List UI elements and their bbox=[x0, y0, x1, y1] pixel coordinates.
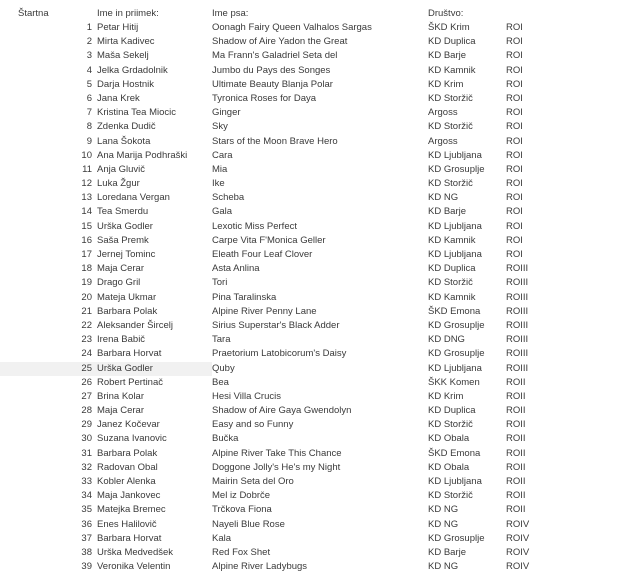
club-name: KD NG bbox=[428, 518, 459, 530]
club-name: KD Kamnik bbox=[428, 291, 476, 303]
table-row bbox=[0, 49, 620, 63]
start-number: 36 bbox=[81, 518, 92, 530]
club-name: KD Ljubljana bbox=[428, 220, 482, 232]
dog-name: Tori bbox=[212, 277, 228, 289]
table-row bbox=[0, 418, 620, 432]
club-name: KD Kamnik bbox=[428, 234, 476, 246]
table-row bbox=[0, 333, 620, 347]
class-label: ROIV bbox=[506, 561, 530, 573]
class-label: ROII bbox=[506, 447, 526, 459]
class-label: ROI bbox=[506, 163, 523, 175]
club-name: KD Duplica bbox=[428, 405, 476, 417]
handler-name: Urška Medvedšek bbox=[97, 546, 174, 558]
class-label: ROI bbox=[506, 22, 523, 33]
class-label: ROII bbox=[506, 476, 526, 487]
start-number: 22 bbox=[81, 319, 92, 331]
start-number: 10 bbox=[81, 149, 92, 161]
class-label: ROI bbox=[506, 36, 523, 48]
start-number: 35 bbox=[81, 504, 92, 516]
table-row bbox=[0, 276, 620, 290]
start-number: 25 bbox=[0, 362, 92, 376]
table-row bbox=[0, 21, 620, 35]
dog-name: Jumbo du Pays des Songes bbox=[212, 64, 331, 76]
club-name: KD Storžič bbox=[428, 92, 473, 104]
table-row bbox=[0, 503, 620, 517]
table-row bbox=[0, 106, 620, 120]
start-number: 38 bbox=[81, 546, 92, 558]
dog-name: Mairin Seta del Oro bbox=[212, 476, 294, 487]
table-row bbox=[0, 64, 620, 78]
start-number: 29 bbox=[81, 419, 92, 431]
handler-name: Enes Halilovič bbox=[97, 518, 157, 530]
dog-name: Tara bbox=[212, 334, 231, 346]
club-name: KD Duplica bbox=[428, 36, 476, 48]
start-number: 4 bbox=[86, 64, 92, 76]
start-number: 30 bbox=[81, 433, 92, 445]
start-number: 28 bbox=[81, 405, 92, 417]
class-label: ROIII bbox=[506, 348, 529, 360]
table-row bbox=[0, 177, 620, 191]
start-number: 9 bbox=[86, 135, 92, 147]
dog-name: Carpe Vita F'Monica Geller bbox=[212, 234, 326, 246]
dog-name: Kala bbox=[212, 532, 232, 544]
table-row bbox=[0, 78, 620, 92]
club-name: KD NG bbox=[428, 561, 459, 573]
dog-name: Gala bbox=[212, 206, 233, 218]
class-label: ROI bbox=[506, 234, 523, 246]
club-name: KD Ljubljana bbox=[428, 149, 482, 161]
start-number: 21 bbox=[81, 305, 92, 317]
handler-name: Tea Smerdu bbox=[97, 206, 149, 218]
handler-name: Brina Kolar bbox=[97, 390, 144, 402]
start-number: 32 bbox=[81, 461, 92, 473]
dog-name: Lexotic Miss Perfect bbox=[212, 220, 297, 232]
handler-name: Kobler Alenka bbox=[97, 476, 156, 487]
dog-name: Oonagh Fairy Queen Valhalos Sargas bbox=[212, 22, 372, 33]
start-number: 39 bbox=[81, 561, 92, 573]
dog-name: Alpine River Take This Chance bbox=[212, 447, 342, 459]
start-number: 14 bbox=[81, 206, 92, 218]
table-row bbox=[0, 489, 620, 503]
class-label: ROII bbox=[506, 390, 526, 402]
dog-name: Cara bbox=[212, 149, 233, 161]
club-name: ŠKK Komen bbox=[428, 376, 480, 388]
club-name: KD Obala bbox=[428, 461, 470, 473]
dog-name: Ike bbox=[212, 178, 225, 190]
club-name: Argoss bbox=[428, 107, 458, 119]
start-number: 24 bbox=[81, 348, 92, 360]
class-label: ROII bbox=[506, 419, 526, 431]
table-row bbox=[0, 362, 620, 376]
class-label: ROI bbox=[506, 50, 523, 62]
handler-name: Drago Gril bbox=[97, 277, 141, 289]
club-name: KD Barje bbox=[428, 50, 467, 62]
class-label: ROI bbox=[506, 206, 523, 218]
club-name: KD Krim bbox=[428, 390, 464, 402]
handler-name: Petar Hitij bbox=[97, 22, 139, 33]
class-label: ROIII bbox=[506, 362, 529, 374]
handler-name: Maja Cerar bbox=[97, 405, 144, 417]
dog-name: Doggone Jolly's He's my Night bbox=[212, 461, 341, 473]
dog-name: Tyronica Roses for Daya bbox=[212, 92, 317, 104]
handler-name: Matejka Bremec bbox=[97, 504, 166, 516]
dog-name: Shadow of Aire Gaya Gwendolyn bbox=[212, 405, 352, 417]
dog-name: Shadow of Aire Yadon the Great bbox=[212, 36, 348, 48]
club-name: KD Obala bbox=[428, 433, 470, 445]
handler-name: Luka Žgur bbox=[97, 178, 140, 190]
table-row bbox=[0, 404, 620, 418]
table-row bbox=[0, 475, 620, 489]
table-row bbox=[0, 163, 620, 177]
handler-name: Zdenka Dudič bbox=[97, 121, 156, 133]
start-number: 23 bbox=[81, 334, 92, 346]
start-number: 20 bbox=[81, 291, 92, 303]
dog-name: Ultimate Beauty Blanja Polar bbox=[212, 78, 333, 90]
start-number: 7 bbox=[86, 107, 92, 119]
start-number: 31 bbox=[81, 447, 92, 459]
handler-name: Radovan Obal bbox=[97, 461, 158, 473]
table-row bbox=[0, 248, 620, 262]
table-row bbox=[0, 532, 620, 546]
class-label: ROII bbox=[506, 376, 526, 388]
start-number: 33 bbox=[81, 476, 92, 487]
handler-name: Irena Babič bbox=[97, 334, 146, 346]
club-name: KD Storžič bbox=[428, 419, 473, 431]
club-name: ŠKD Emona bbox=[428, 447, 481, 459]
handler-name: Suzana Ivanovic bbox=[97, 433, 167, 445]
club-name: KD Storžič bbox=[428, 121, 473, 133]
handler-name: Jana Krek bbox=[97, 92, 140, 104]
table-row bbox=[0, 220, 620, 234]
table-row bbox=[0, 205, 620, 219]
table-row bbox=[0, 347, 620, 361]
dog-name: Scheba bbox=[212, 192, 245, 204]
dog-name: Stars of the Moon Brave Hero bbox=[212, 135, 338, 147]
dog-name: Praetorium Latobicorum's Daisy bbox=[212, 348, 347, 360]
start-number: 16 bbox=[81, 234, 92, 246]
club-name: KD NG bbox=[428, 504, 459, 516]
class-label: ROIII bbox=[506, 263, 529, 275]
start-number: 13 bbox=[81, 192, 92, 204]
dog-name: Ma Frann's Galadriel Seta del bbox=[212, 50, 338, 62]
club-name: ŠKD Krim bbox=[428, 22, 470, 33]
handler-name: Mateja Ukmar bbox=[97, 291, 157, 303]
handler-name: Janez Kočevar bbox=[97, 419, 160, 431]
class-label: ROIII bbox=[506, 291, 529, 303]
class-label: ROIV bbox=[506, 518, 530, 530]
start-number: 34 bbox=[81, 490, 92, 502]
start-number: 17 bbox=[81, 249, 92, 260]
class-label: ROI bbox=[506, 107, 523, 119]
dog-name: Nayeli Blue Rose bbox=[212, 518, 285, 530]
table-row bbox=[0, 262, 620, 276]
table-row bbox=[0, 461, 620, 475]
start-number: 5 bbox=[86, 78, 92, 90]
club-name: KD Ljubljana bbox=[428, 249, 482, 260]
club-name: KD DNG bbox=[428, 334, 465, 346]
class-label: ROI bbox=[506, 78, 523, 90]
class-label: ROIV bbox=[506, 546, 530, 558]
dog-name: Sirius Superstar's Black Adder bbox=[212, 319, 340, 331]
table-row bbox=[0, 447, 620, 461]
dog-name: Quby bbox=[212, 362, 235, 374]
handler-name: Maša Sekelj bbox=[97, 50, 149, 62]
start-number: 6 bbox=[86, 92, 92, 104]
start-number: 12 bbox=[81, 178, 92, 190]
club-name: KD Storžič bbox=[428, 490, 473, 502]
table-row bbox=[0, 135, 620, 149]
table-row bbox=[0, 35, 620, 49]
class-label: ROI bbox=[506, 121, 523, 133]
class-label: ROI bbox=[506, 135, 523, 147]
club-name: Argoss bbox=[428, 135, 458, 147]
dog-name: Eleath Four Leaf Clover bbox=[212, 249, 313, 260]
start-number: 15 bbox=[81, 220, 92, 232]
handler-name: Darja Hostnik bbox=[97, 78, 155, 90]
table-row bbox=[0, 149, 620, 163]
club-name: KD Storžič bbox=[428, 178, 473, 190]
handler-name: Saša Premk bbox=[97, 234, 149, 246]
club-name: KD Ljubljana bbox=[428, 476, 482, 487]
club-name: KD Ljubljana bbox=[428, 362, 482, 374]
start-number: 1 bbox=[86, 22, 92, 33]
dog-name: Mel iz Dobrče bbox=[212, 490, 271, 502]
handler-name: Lana Šokota bbox=[97, 135, 151, 147]
handler-name: Barbara Horvat bbox=[97, 532, 162, 544]
dog-name: Mia bbox=[212, 163, 228, 175]
table-row bbox=[0, 120, 620, 134]
table-row bbox=[0, 376, 620, 390]
handler-name: Kristina Tea Miocic bbox=[97, 107, 177, 119]
dog-name: Bučka bbox=[212, 433, 239, 445]
club-name: KD Grosuplje bbox=[428, 163, 485, 175]
handler-name: Jernej Tominc bbox=[97, 249, 156, 260]
class-label: ROI bbox=[506, 92, 523, 104]
class-label: ROIII bbox=[506, 334, 529, 346]
class-label: ROI bbox=[506, 149, 523, 161]
handler-name: Loredana Vergan bbox=[97, 192, 170, 204]
handler-name: Jelka Grdadolnik bbox=[97, 64, 168, 76]
handler-name: Maja Cerar bbox=[97, 263, 144, 275]
table-row bbox=[0, 390, 620, 404]
handler-name: Barbara Polak bbox=[97, 447, 158, 459]
class-label: ROII bbox=[506, 405, 526, 417]
start-number: 8 bbox=[86, 121, 92, 133]
class-label: ROII bbox=[506, 504, 526, 516]
class-label: ROIV bbox=[506, 532, 530, 544]
start-number: 18 bbox=[81, 263, 92, 275]
column-header-dog-name: Ime psa: bbox=[212, 8, 249, 19]
handler-name: Ana Marija Podhraški bbox=[97, 149, 188, 161]
dog-name: Bea bbox=[212, 376, 229, 388]
class-label: ROI bbox=[506, 192, 523, 204]
class-label: ROI bbox=[506, 220, 523, 232]
class-label: ROIII bbox=[506, 319, 529, 331]
table-row bbox=[0, 92, 620, 106]
class-label: ROIII bbox=[506, 277, 529, 289]
table-row bbox=[0, 305, 620, 319]
dog-name: Sky bbox=[212, 121, 228, 133]
start-number: 26 bbox=[81, 376, 92, 388]
dog-name: Ginger bbox=[212, 107, 241, 119]
club-name: KD Krim bbox=[428, 78, 464, 90]
column-header-start-number: Štartna bbox=[18, 8, 49, 19]
table-row bbox=[0, 546, 620, 560]
handler-name: Mirta Kadivec bbox=[97, 36, 155, 48]
class-label: ROII bbox=[506, 461, 526, 473]
handler-name: Barbara Polak bbox=[97, 305, 158, 317]
column-header-handler-name: Ime in priimek: bbox=[97, 8, 159, 19]
class-label: ROIII bbox=[506, 305, 529, 317]
table-body bbox=[0, 21, 620, 574]
handler-name: Barbara Horvat bbox=[97, 348, 162, 360]
handler-name: Robert Pertinač bbox=[97, 376, 164, 388]
club-name: KD Grosuplje bbox=[428, 532, 485, 544]
club-name: KD Duplica bbox=[428, 263, 476, 275]
handler-name: Maja Jankovec bbox=[97, 490, 161, 502]
table-row bbox=[0, 518, 620, 532]
dog-name: Alpine River Ladybugs bbox=[212, 561, 308, 573]
club-name: KD NG bbox=[428, 192, 459, 204]
dog-name: Trčkova Fiona bbox=[212, 504, 272, 516]
club-name: KD Kamnik bbox=[428, 64, 476, 76]
handler-name: Veronika Velentin bbox=[97, 561, 171, 573]
start-number: 3 bbox=[86, 50, 92, 62]
table-header-row bbox=[0, 7, 620, 21]
dog-name: Alpine River Penny Lane bbox=[212, 305, 317, 317]
club-name: KD Storžič bbox=[428, 277, 473, 289]
club-name: KD Barje bbox=[428, 206, 467, 218]
table-row bbox=[0, 432, 620, 446]
club-name: ŠKD Emona bbox=[428, 305, 481, 317]
start-number: 27 bbox=[81, 390, 92, 402]
dog-name: Pina Taralinska bbox=[212, 291, 277, 303]
table-row bbox=[0, 191, 620, 205]
start-number: 2 bbox=[86, 36, 92, 48]
table-row bbox=[0, 291, 620, 305]
club-name: KD Grosuplje bbox=[428, 348, 485, 360]
class-label: ROII bbox=[506, 490, 526, 502]
handler-name: Urška Godler bbox=[92, 362, 212, 376]
handler-name: Urška Godler bbox=[97, 220, 153, 232]
table-row bbox=[0, 560, 620, 574]
club-name: KD Grosuplje bbox=[428, 319, 485, 331]
handler-name: Aleksander Šircelj bbox=[97, 319, 174, 331]
class-label: ROI bbox=[506, 178, 523, 190]
start-number: 11 bbox=[82, 163, 92, 175]
class-label: ROII bbox=[506, 433, 526, 445]
dog-name: Asta Anlina bbox=[212, 263, 260, 275]
class-label: ROI bbox=[506, 64, 523, 76]
class-label: ROI bbox=[506, 249, 523, 260]
handler-name: Anja Gluvič bbox=[97, 163, 146, 175]
column-header-club: Društvo: bbox=[428, 8, 464, 19]
dog-name: Red Fox Shet bbox=[212, 546, 271, 558]
start-number: 37 bbox=[81, 532, 92, 544]
dog-name: Easy and so Funny bbox=[212, 419, 294, 431]
table-row bbox=[0, 234, 620, 248]
table-row bbox=[0, 319, 620, 333]
club-name: KD Barje bbox=[428, 546, 467, 558]
dog-name: Hesi Villa Crucis bbox=[212, 390, 281, 402]
start-number: 19 bbox=[81, 277, 92, 289]
